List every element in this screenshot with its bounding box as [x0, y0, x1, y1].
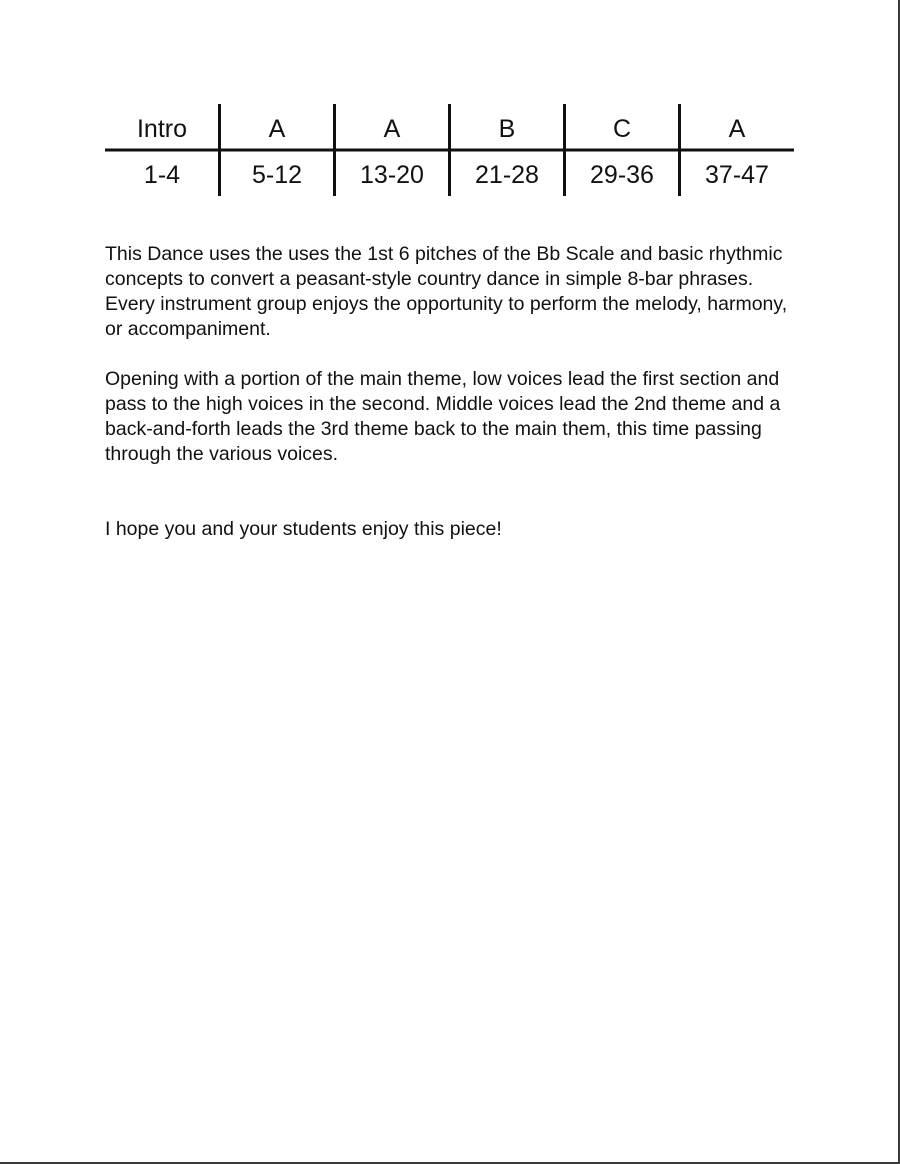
program-notes: [105, 242, 805, 542]
section-label-a: A: [383, 115, 401, 143]
notes-paragraph-structure: Opening with a portion of the main theme, low voices lead the first section and pass to the high voices in the second. Middle voices lead the 2nd theme and a back-and-forth leads the 3rd theme back to the main them, this time passing through the various voices.: [105, 368, 781, 465]
measure-range: 37-47: [705, 161, 769, 189]
section-label-intro: Intro: [136, 115, 188, 143]
section-label-b: B: [498, 115, 516, 143]
measure-range: 13-20: [360, 161, 424, 189]
measure-range: 29-36: [590, 161, 654, 189]
form-table: [105, 104, 794, 196]
section-label-a: A: [268, 115, 286, 143]
measure-range: 5-12: [251, 161, 303, 189]
measure-range: 1-4: [143, 161, 181, 189]
notes-paragraph-closing: I hope you and your students enjoy this piece!: [105, 518, 502, 540]
section-label-c: C: [612, 115, 632, 143]
measure-range: 21-28: [475, 161, 539, 189]
section-label-a: A: [728, 115, 746, 143]
notes-paragraph-overview: This Dance uses the uses the 1st 6 pitches of the Bb Scale and basic rhythmic concepts to convert a peasant-style country dance in simple 8-bar phrases. Every instrument group enjoys the opportunity to perform the melody, harmony, or accompaniment.: [105, 243, 788, 340]
